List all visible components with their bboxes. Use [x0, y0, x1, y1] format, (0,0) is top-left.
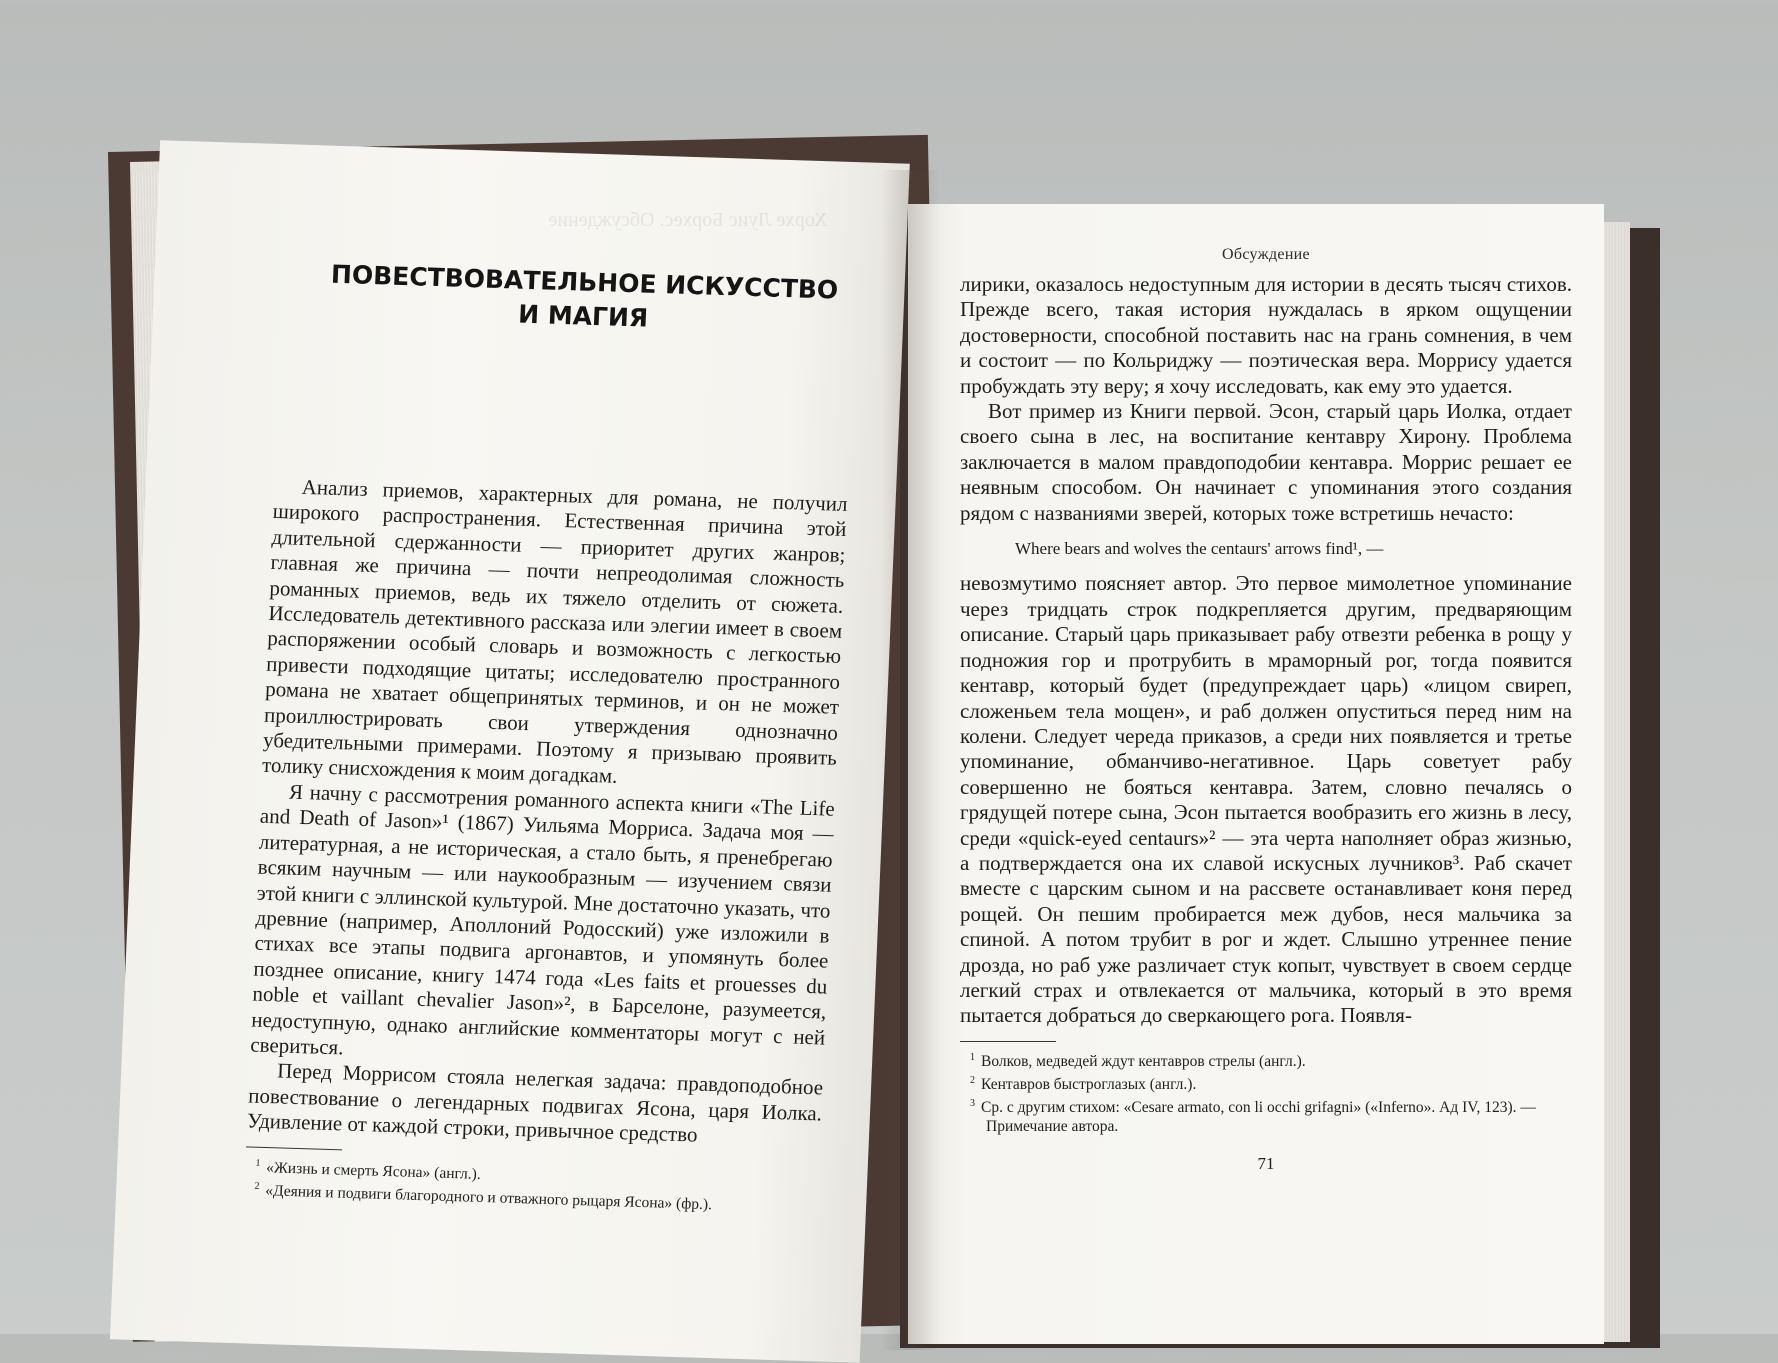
footnote-rule-left — [246, 1146, 342, 1150]
right-footnote-3: $^3$ Ср. с другим стихом: «Cesare armato, con li occhi grifagni» («Inferno». Ад IV, 123). — Примечание автора. — [970, 1098, 1536, 1136]
left-paragraph-3: Перед Моррисом стояла нелегкая задача: правдоподобное повествование о легендарных подвигах Ясона, царя Иолка. Удивление от каждой строки, привычное средство — [246, 1058, 824, 1147]
left-page — [110, 140, 910, 1363]
chapter-heading-line-1: ПОВЕСТВОВАТЕЛЬНОЕ ИСКУССТВО — [330, 259, 839, 305]
left-footnotes — [244, 1153, 820, 1217]
right-footnotes — [960, 1048, 1572, 1136]
right-paragraph-3: невозмутимо поясняет автор. Это первое мимолетное упоминание через тридцать строк подкрепляется другим, предваряющим описание. Старый царь приказывает рабу отвезти ребенка в рощу у подножия гор и протрубить в мраморный рог, тогда появится кентавр, который будет (предупреждает царь) «лицом свиреп, сложеньем тела мощен», и раб должен опуститься перед ним на колени. Следует череда приказов, а среди них появляется и третье упоминание, обманчиво-негативное. Царь советует рабу совершенно не бояться кентавра. Затем, словно печалясь о грядущей потере сына, Эсон пытается вообразить его жизнь в лесу, среди «quick-eyed centaurs»² — эта черта наполняет образ жизнью, а подтверждается она их славой искусных лучников³. Раб скачет вместе с царским сыном и на рассвете останавливает коня перед рощей. Он пешим пробирается меж дубов, неся мальчика за спиной. А потом трубит в рог и ждет. Слышно утреннее пение дрозда, но раб уже различает стук копыт, чувствует в своем сердце легкий страх и отвлекается от мальчика, который в это время пытается добраться до сверкающего рога. Появля- — [960, 571, 1572, 1028]
running-head: Обсуждение — [1222, 246, 1310, 263]
right-page-body — [960, 272, 1572, 1029]
right-footnote-2: $^2$ Кентавров быстроглазых (англ.). — [970, 1074, 1197, 1094]
page-number: 71 — [1257, 1154, 1275, 1174]
book-gutter-shadow — [880, 170, 940, 1350]
right-footnote-1: $^1$ Волков, медведей ждут кентавров стрелы (англ.). — [970, 1051, 1306, 1070]
left-footnote-1: $^1$ «Жизнь и смерть Ясона» (англ.). — [255, 1157, 482, 1183]
left-page-body — [247, 474, 848, 1152]
left-footnote-2: $^2$ «Деяния и подвиги благородного и отважного рыцаря Ясона» (фр.). — [254, 1180, 713, 1213]
left-paragraph-1: Анализ приемов, характерных для романа, не получил широкого распространения. Естественная причина этой длительной сдержанности — приоритет других жанров; главная же причина — почти непреодолимая сложность романных приемов, ведь их тяжело отделить от сюжета. Исследователь детективного рассказа или элегии имеет в своем распоряжении особый словарь и возможность с легкостью привести подходящие цитаты; исследователю пространного романа не хватает общепринятых терминов, и он не может проиллюстрировать свои утверждения однозначно убедительными примерами. Поэтому я призываю проявить толику снисхождения к моим догадкам. — [261, 474, 849, 789]
chapter-heading-line-2: И МАГИЯ — [517, 299, 649, 333]
chapter-heading — [281, 256, 858, 342]
right-paragraph-2: Вот пример из Книги первой. Эсон, старый царь Иолка, отдает своего сына в лес, на воспитание кентавру Хирону. Проблема заключается в малом правдоподобии кентавра. Моррис решает ее неявным способом. Он начинает с упоминания этого создания рядом с названиями зверей, которых тоже встретишь нечасто: — [960, 399, 1572, 525]
footnote-rule-right — [960, 1041, 1056, 1042]
verse-quote: Where bears and wolves the centaurs' arrows find¹, — — [1015, 539, 1384, 559]
bleed-through-text: Хорхе Луис Борхес. Обсуждение — [548, 209, 828, 231]
right-paragraph-1: лирики, оказалось недоступным для истории в десять тысяч стихов. Прежде всего, такая история нуждалась в ярком ощущении достоверности, способной поставить нас на грань сомнения, в чем и состоит — по Кольриджу — поэтическая вера. Моррису удается пробуждать эту веру; я хочу исследовать, как ему это удается. — [960, 272, 1572, 398]
right-page — [908, 204, 1604, 1344]
left-paragraph-2: Я начну с рассмотрения романного аспекта книги «The Life and Death of Jason»¹ (1867) Уильяма Морриса. Задача моя — литературная, а не историческая, а стало быть, я пренебрегаю всяким научным — или наукообразным — изучением связи этой книги с эллинской культурой. Мне достаточно указать, что древние (например, Аполлоний Родосский) уже изложили в стихах все этапы подвига аргонавтов, и упомянуть более позднее описание, книгу 1474 года «Les faits et prouesses du noble et vaillant chevalier Jason»², в Барселоне, разумеется, недоступную, однако английские комментаторы могут с ней свериться. — [249, 779, 836, 1060]
